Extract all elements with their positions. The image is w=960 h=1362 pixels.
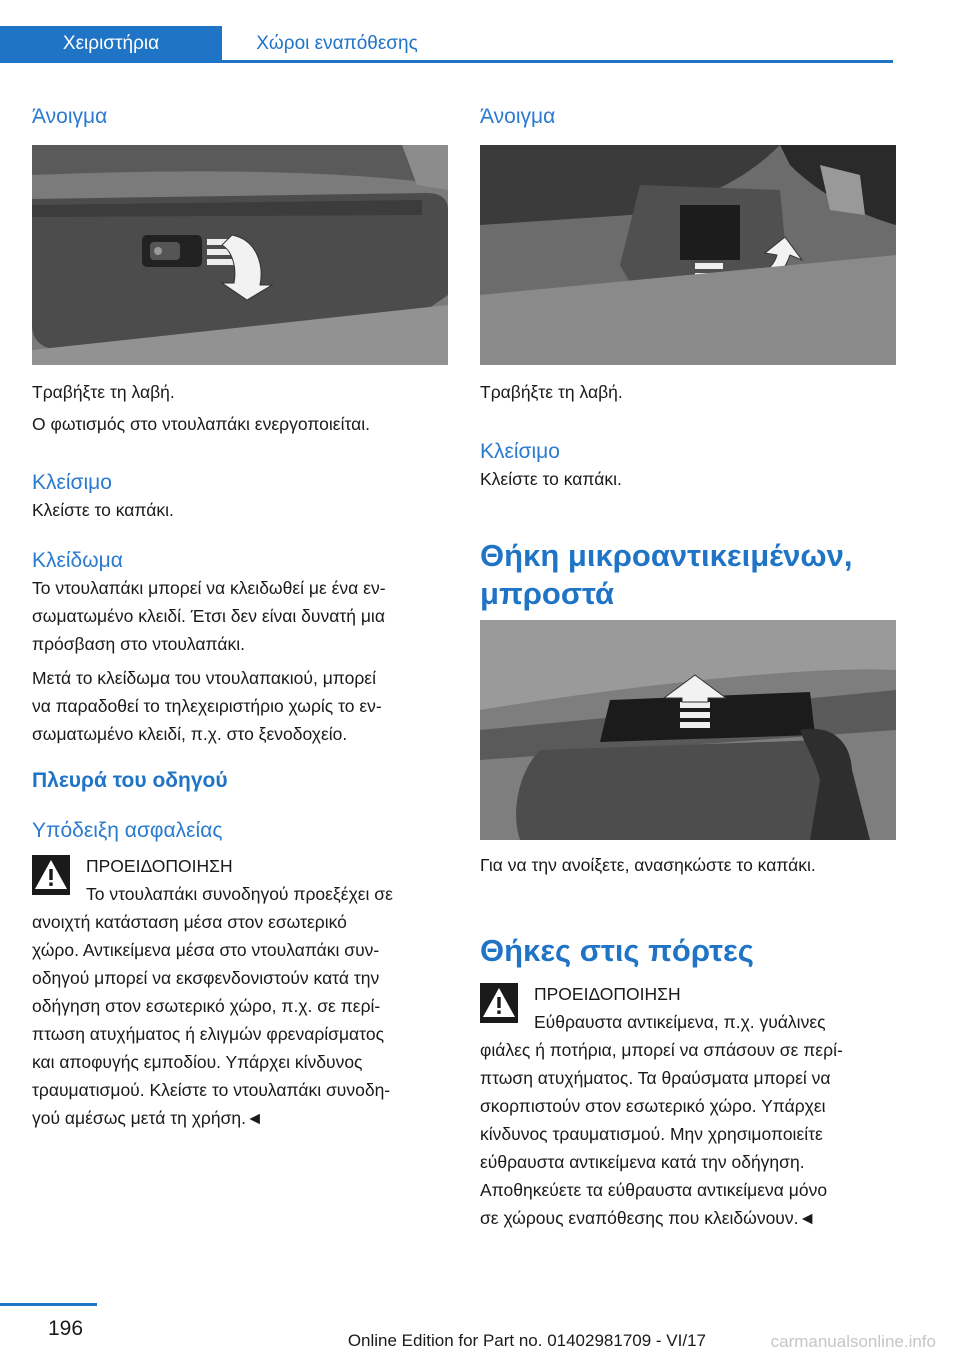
right-closing-p1: Κλείστε το καπάκι. [480, 469, 622, 489]
glovebox-illustration [32, 145, 448, 365]
left-warning-line-3: χώρο. Αντικείμενα μέσα στο ντουλαπάκι συν‐ [32, 940, 380, 960]
right-body-1 [480, 378, 896, 406]
header-divider [0, 60, 893, 63]
left-opening-section [32, 104, 448, 130]
right-closing-heading: Κλείσιμο [480, 440, 560, 463]
compartment-front-illustration [480, 620, 896, 840]
left-opening-p2: Ο φωτισμός στο ντουλαπάκι ενεργοποιείται. [32, 414, 370, 434]
right-compartment-heading-line1: Θήκη μικροαντικειμένων, [480, 538, 853, 573]
right-door-section [480, 932, 896, 970]
left-locking-p2 [32, 664, 448, 748]
left-warning-block [32, 852, 448, 1132]
right-warning-line-6: εύθραυστα αντικείμενα κατά την οδήγηση. [480, 1152, 805, 1172]
left-locking-p2-line2: να παραδοθεί το τηλεχειριστήριο χωρίς το εν‐ [32, 696, 382, 716]
watermark: carmanualsonline.info [770, 1332, 936, 1351]
left-opening-p1: Τραβήξτε τη λαβή. [32, 382, 175, 402]
left-warning-line-2: ανοιχτή κατάσταση μέσα στον εσωτερικό [32, 912, 347, 932]
tab-controls[interactable]: Χειριστήρια [0, 26, 222, 61]
footer-divider [0, 1303, 97, 1306]
right-warning-line-8: σε χώρους εναπόθεσης που κλειδώνουν.◄ [480, 1208, 816, 1228]
left-closing-section [32, 470, 448, 524]
right-compartment-heading [480, 537, 896, 613]
left-warning-line-5: οδήγηση στον εσωτερικό χώρο, π.χ. σε περί‐ [32, 996, 381, 1016]
left-locking-heading: Κλείδωμα [32, 549, 123, 572]
left-warning-line-8: τραυματισμού. Κλείστε το ντουλαπάκι συνοδη‐ [32, 1080, 391, 1100]
left-locking-p1-line1: Το ντουλαπάκι μπορεί να κλειδωθεί με ένα εν‐ [32, 578, 386, 598]
left-locking-p1-line2: σωματωμένο κλειδί. Έτσι δεν είναι δυνατή μια [32, 606, 385, 626]
right-opening-heading: Άνοιγμα [480, 105, 556, 128]
right-warning-line-3: πτωση ατυχήματος. Τα θραύσματα μπορεί να [480, 1068, 831, 1088]
right-door-heading: Θήκες στις πόρτες [480, 933, 754, 968]
left-safety-section [32, 818, 448, 844]
drivers-compartment-illustration [480, 145, 896, 365]
left-warning-line-6: πτωση ατυχήματος ή ελιγμών φρεναρίσματος [32, 1024, 384, 1044]
drivers-compartment-photo [480, 145, 896, 365]
right-compartment-section [480, 537, 896, 613]
right-warning-block [480, 980, 896, 1232]
right-warning-line-4: σκορπιστούν στον εσωτερικό χώρο. Υπάρχει [480, 1096, 826, 1116]
right-closing-section [480, 439, 896, 493]
page-number: 196 [48, 1317, 84, 1340]
right-compartment-heading-line2: μπροστά [480, 576, 615, 611]
left-warning-line-9: γού αμέσως μετά τη χρήση.◄ [32, 1108, 264, 1128]
left-opening-heading: Άνοιγμα [32, 105, 108, 128]
edition-text: Online Edition for Part no. 01402981709 - VI/17 [347, 1331, 706, 1350]
left-locking-p2-line1: Μετά το κλείδωμα του ντουλαπακιού, μπορεί [32, 668, 376, 688]
right-body-2 [480, 851, 896, 879]
left-safety-heading: Υπόδειξη ασφαλείας [32, 819, 223, 842]
tab-storage-compartments[interactable]: Χώροι εναπόθεσης [256, 33, 418, 54]
glovebox-photo [32, 145, 448, 365]
left-warning-line-7: και αποφυγής εμποδίου. Υπάρχει κίνδυνος [32, 1052, 363, 1072]
left-locking-section [32, 548, 448, 748]
left-warning-line-1: Το ντουλαπάκι συνοδηγού προεξέχει σε [86, 884, 393, 904]
right-warning-line-7: Αποθηκεύετε τα εύθραυστα αντικείμενα μόνο [480, 1180, 828, 1200]
left-closing-p1: Κλείστε το καπάκι. [32, 500, 174, 520]
right-warning-title: ΠΡΟΕΙΔΟΠΟΙΗΣΗ [534, 984, 681, 1004]
left-driver-side-section [32, 768, 448, 794]
left-closing-heading: Κλείσιμο [32, 471, 112, 494]
left-locking-p1-line3: πρόσβαση στο ντουλαπάκι. [32, 634, 245, 654]
right-opening-p1: Τραβήξτε τη λαβή. [480, 382, 623, 402]
left-locking-p1 [32, 574, 448, 658]
left-body-1 [32, 378, 448, 438]
left-warning-title: ΠΡΟΕΙΔΟΠΟΙΗΣΗ [86, 856, 233, 876]
left-warning-line-4: οδηγού μπορεί να εκσφενδονιστούν κατά την [32, 968, 380, 988]
compartment-front-photo [480, 620, 896, 840]
right-opening-section [480, 104, 896, 130]
left-driver-side-heading: Πλευρά του οδηγού [32, 769, 228, 792]
right-warning-line-2: φιάλες ή ποτήρια, μπορεί να σπάσουν σε περί‐ [480, 1040, 843, 1060]
right-warning-line-5: κίνδυνος τραυματισμού. Μην χρησιμοποιείτε [480, 1124, 823, 1144]
right-warning-line-1: Εύθραυστα αντικείμενα, π.χ. γυάλινες [534, 1012, 826, 1032]
right-compartment-p1: Για να την ανοίξετε, ανασηκώστε το καπάκι. [480, 855, 816, 875]
left-locking-p2-line3: σωματωμένο κλειδί, π.χ. στο ξενοδοχείο. [32, 724, 348, 744]
